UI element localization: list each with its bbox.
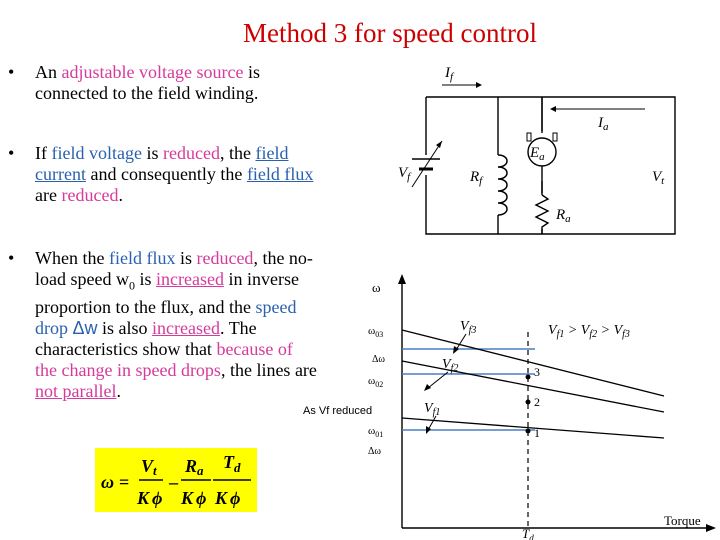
vf1-pointer xyxy=(428,416,436,430)
w02-label: $\omega_{02}$ xyxy=(368,375,384,389)
operating-point-2 xyxy=(526,400,531,405)
text-span: , the no- xyxy=(253,248,313,268)
operating-point-3 xyxy=(526,375,531,380)
highlight-reduced: reduced xyxy=(196,248,254,268)
text-span: proportion to the flux, and the xyxy=(35,296,256,317)
ra-label: $R_a$ xyxy=(556,207,571,225)
text-span: are xyxy=(35,185,62,205)
formula-k-phi-2: K ϕ xyxy=(181,488,207,508)
vf2-pointer-head xyxy=(424,384,431,391)
ra-gap xyxy=(530,193,554,229)
vf3-pointer xyxy=(456,334,466,350)
x-axis-arrow xyxy=(706,524,716,532)
text-span: is also xyxy=(97,317,153,338)
text-span: , the xyxy=(219,143,256,163)
text-span: An xyxy=(35,62,62,82)
link-field-flux[interactable]: field flux xyxy=(246,164,314,184)
vf2-label: $V_{f2}$ xyxy=(442,357,459,374)
delta-w-label-lower: Δω xyxy=(368,446,382,457)
link-increased[interactable]: increased xyxy=(152,317,221,338)
point-label-2: 2 xyxy=(534,395,540,409)
brush xyxy=(527,133,531,141)
highlight-field-flux: field flux xyxy=(108,248,176,268)
brush xyxy=(553,133,557,141)
vf-label: $V_f$ xyxy=(398,165,411,183)
x-axis-label: Torque xyxy=(664,513,701,528)
highlight-reduced: reduced xyxy=(61,185,119,205)
ia-arrow-head xyxy=(550,106,556,112)
text-span: . xyxy=(116,380,121,401)
bullet-3-text xyxy=(35,248,317,402)
point-label-3: 3 xyxy=(534,365,540,379)
w01-label: $\omega_{01}$ xyxy=(368,425,384,439)
text-span: characteristics show that xyxy=(35,338,217,359)
delta-w-label-upper: Δω xyxy=(372,354,386,365)
vf-relation-label: $V_{f1} > V_{f2} > V_{f3}$ xyxy=(548,323,630,340)
coil-gap xyxy=(490,155,506,217)
highlight-change-speed-drops: the change in speed drops xyxy=(35,359,221,380)
link-current[interactable]: current xyxy=(35,164,86,184)
highlight-adjustable-voltage: adjustable voltage source xyxy=(61,62,244,82)
text-span: load speed w xyxy=(35,269,129,289)
text-span: When the xyxy=(35,248,109,268)
subscript: 0 xyxy=(128,278,135,293)
text-span: is xyxy=(175,248,197,268)
ia-label: $I_a$ xyxy=(598,115,609,133)
characteristic-vf1 xyxy=(402,418,664,438)
w03-label: $\omega_{03}$ xyxy=(368,325,384,339)
y-axis-label: ω xyxy=(372,280,381,295)
link-not-parallel[interactable]: not parallel xyxy=(35,380,117,401)
text-span: If xyxy=(35,143,52,163)
bullet-2-text xyxy=(35,143,313,206)
vt-label: $V_t$ xyxy=(652,169,665,187)
vf-reduced-note: As Vf reduced xyxy=(303,405,373,417)
highlight-because-of: because of xyxy=(216,338,293,359)
text-span: , the lines are xyxy=(220,359,317,380)
bullet-marker: • xyxy=(8,143,15,163)
link-field[interactable]: field xyxy=(255,143,289,163)
page-title: Method 3 for speed control xyxy=(243,18,537,48)
formula-ra: Ra xyxy=(185,456,204,478)
text-span: . The xyxy=(220,317,257,338)
text-span: is xyxy=(134,269,156,289)
formula-omega: ω xyxy=(101,472,115,492)
highlight-reduced: reduced xyxy=(162,143,220,163)
formula-minus: – xyxy=(169,472,178,492)
vf1-label: $V_{f1}$ xyxy=(424,401,441,418)
text-span: in inverse xyxy=(223,269,299,289)
speed-formula xyxy=(95,448,257,512)
highlight-delta-w: Δw xyxy=(72,317,98,338)
if-arrow-head xyxy=(476,82,482,88)
text-span: is xyxy=(243,62,260,82)
text-span: is xyxy=(141,143,163,163)
speed-torque-graph xyxy=(360,270,718,540)
vf3-label: $V_{f3}$ xyxy=(460,319,477,336)
highlight-field-voltage: field voltage xyxy=(51,143,142,163)
point-label-1: 1 xyxy=(534,426,540,440)
formula-equals: = xyxy=(119,472,130,492)
text-span: . xyxy=(118,185,123,205)
formula-k-phi-3: K ϕ xyxy=(215,488,241,508)
formula-td: $T_d$ xyxy=(223,452,241,475)
text-line: connected to the field winding. xyxy=(35,83,259,103)
y-axis-arrow xyxy=(398,274,406,284)
bullet-1-text xyxy=(35,62,260,104)
if-label: $I_f$ xyxy=(445,65,454,83)
field-circuit-diagram xyxy=(390,55,715,250)
td-label: $T_d$ xyxy=(522,526,534,540)
speed-formula-box xyxy=(95,448,257,512)
operating-point-1 xyxy=(526,429,531,434)
text-span: and consequently the xyxy=(85,164,247,184)
bullet-marker: • xyxy=(8,248,15,268)
formula-k-phi-1: K ϕ xyxy=(137,488,163,508)
rf-label: $R_f$ xyxy=(470,169,483,187)
link-increased[interactable]: increased xyxy=(156,269,224,289)
bullet-marker: • xyxy=(8,62,15,82)
formula-vt: Vt xyxy=(141,456,157,478)
ea-label: $E_a$ xyxy=(530,145,545,163)
vf-variable-arrow-head xyxy=(436,141,442,148)
highlight-speed: speed xyxy=(255,296,297,317)
highlight-drop: drop xyxy=(35,317,73,338)
